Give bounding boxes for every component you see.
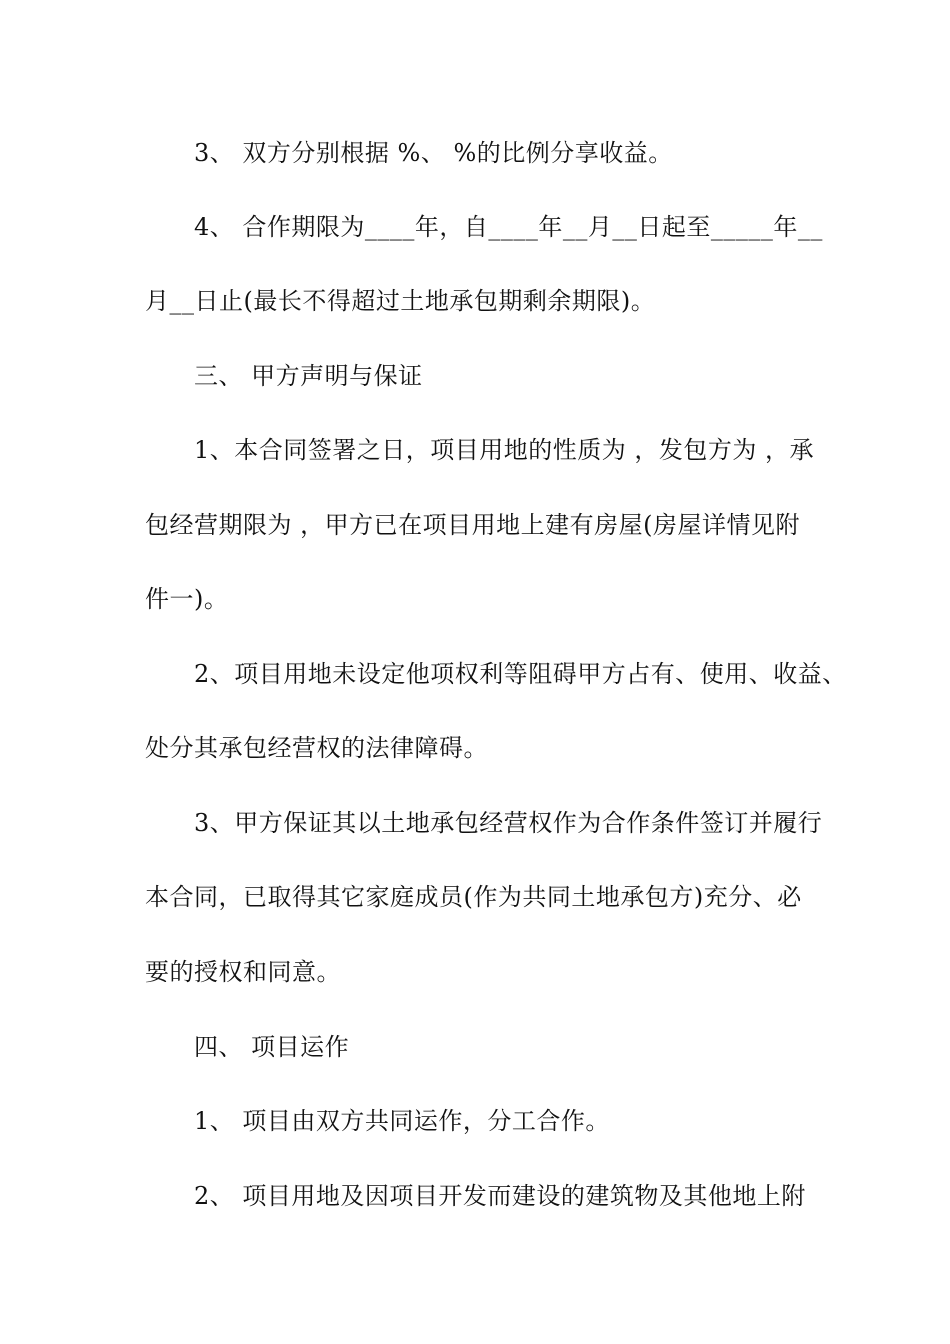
paragraph-line: 4、 合作期限为____年，自____年__月__日起至_____年__ [145,213,823,241]
paragraph-line: 包经营期限为 ，甲方已在项目用地上建有房屋(房屋详情见附 [145,511,800,539]
paragraph-line: 1、 项目由双方共同运作，分工合作。 [145,1107,610,1135]
section-heading: 四、 项目运作 [145,1033,350,1061]
paragraph-line: 本合同，已取得其它家庭成员(作为共同土地承包方)充分、必 [145,883,802,911]
paragraph-line: 2、项目用地未设定他项权利等阻碍甲方占有、使用、收益、 [145,660,847,688]
section-heading: 三、 甲方声明与保证 [145,362,423,390]
paragraph-line: 3、 双方分别根据 %、 %的比例分享收益。 [145,139,673,167]
paragraph-line: 3、甲方保证其以土地承包经营权作为合作条件签订并履行 [145,809,823,837]
paragraph-line: 要的授权和同意。 [145,958,341,986]
paragraph-line: 2、 项目用地及因项目开发而建设的建筑物及其他地上附 [145,1182,806,1210]
paragraph-line: 件一)。 [145,585,229,613]
paragraph-line: 1、本合同签署之日，项目用地的性质为 ，发包方为 ，承 [145,436,815,464]
paragraph-line: 月__日止(最长不得超过土地承包期剩余期限)。 [145,287,656,315]
paragraph-line: 处分其承包经营权的法律障碍。 [145,734,488,762]
